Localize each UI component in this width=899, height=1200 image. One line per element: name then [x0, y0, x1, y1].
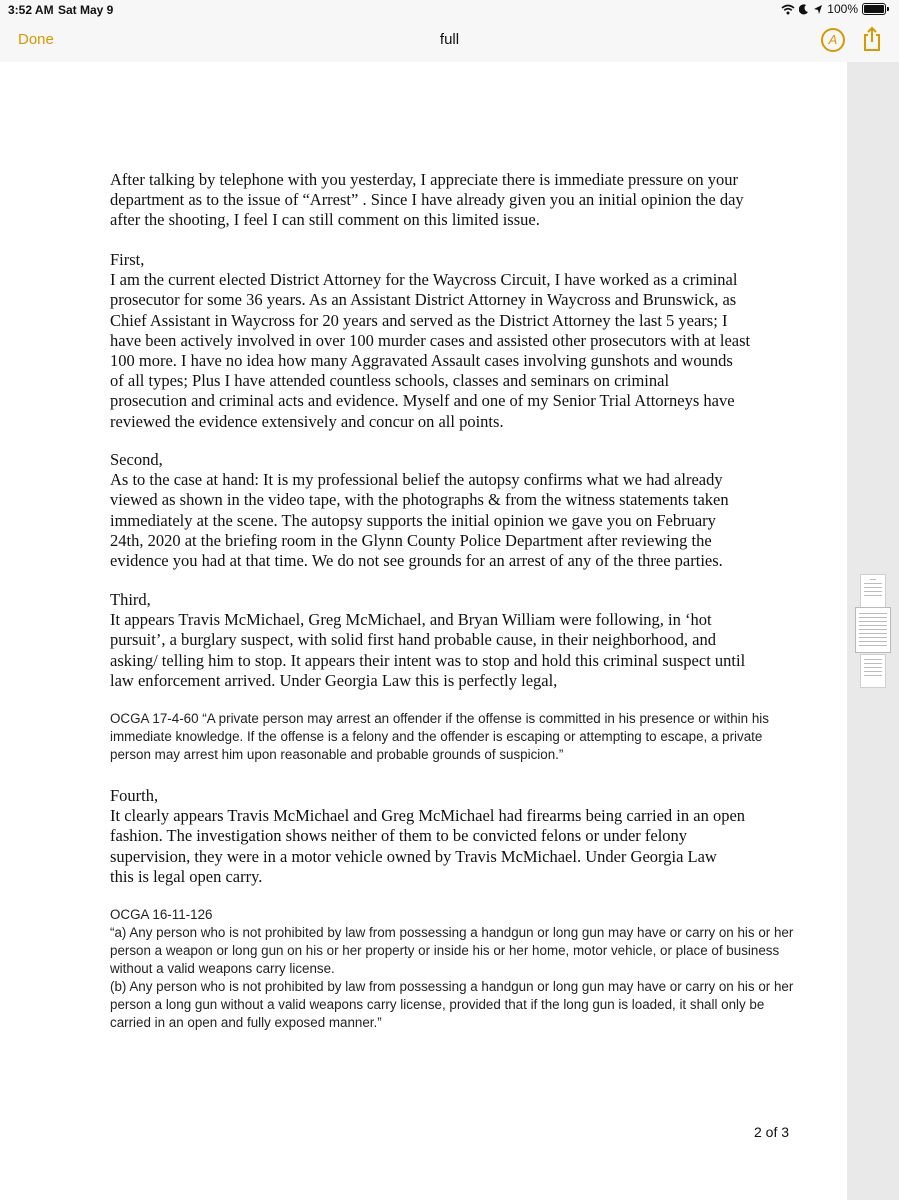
status-date: Sat May 9 [58, 3, 114, 17]
intro-paragraph [110, 170, 790, 231]
text-line: after the shooting, I feel I can still comment on this limited issue. [110, 210, 540, 230]
text-line: 24th, 2020 at the briefing room in the Glynn County Police Department after reviewing the [110, 530, 712, 550]
text-line: supervision, they were in a motor vehicle owned by Travis McMichael. Under Georgia Law [110, 846, 717, 866]
location-icon [813, 4, 823, 15]
text-line: viewed as shown in the video tape, with the photographs & from the witness statements taken [110, 490, 729, 510]
page-thumbnail-2[interactable] [855, 607, 891, 653]
text-line: evidence you had at that time. We do not see grounds for an arrest of any of the three parties. [110, 551, 723, 571]
done-button[interactable]: Done [18, 31, 54, 48]
text-line: immediate knowledge. If the offense is a felony and the offender is escaping or attempting to escape, a private [110, 729, 763, 744]
moon-icon [799, 4, 809, 15]
text-line: After talking by telephone with you yesterday, I appreciate there is immediate pressure on your [110, 170, 739, 189]
first-section [110, 250, 790, 432]
text-line: OCGA 17-4-60 “A private person may arrest an offender if the offense is committed in his presence or within his [110, 711, 769, 726]
text-line: fashion. The investigation shows neither of them to be convicted felons or under felony [110, 826, 688, 846]
nav-bar [0, 20, 899, 63]
section-heading: Third, [110, 590, 151, 609]
section-heading: Second, [110, 450, 163, 469]
text-line: carried in an open and fully exposed manner.” [110, 1015, 382, 1030]
text-line: person a weapon or long gun on his or her property or inside his or her home, motor vehicle, or place of business [110, 943, 780, 958]
text-line: As to the case at hand: It is my professional belief the autopsy confirms what we had already [110, 470, 723, 490]
text-line: of all types; Plus I have attended countless schools, classes and seminars on criminal [110, 371, 670, 391]
statute-quote-16-11-126 [110, 906, 810, 1032]
battery-tip [887, 7, 889, 11]
text-line: (b) Any person who is not prohibited by law from possessing a handgun or long gun may have or carry on his or her [110, 979, 794, 994]
page-thumbnail-3[interactable] [860, 654, 886, 688]
section-heading: Fourth, [110, 786, 159, 805]
text-line: I am the current elected District Attorney for the Waycross Circuit, I have worked as a criminal [110, 270, 738, 290]
section-heading: First, [110, 250, 145, 269]
text-line: immediately at the scene. The autopsy supports the initial opinion we gave you on February [110, 510, 716, 530]
status-time: 3:52 AM [8, 3, 54, 17]
page-number: 2 of 3 [754, 1124, 790, 1140]
battery-icon [862, 3, 886, 15]
text-line: OCGA 16-11-126 [110, 907, 213, 922]
document-title: full [439, 31, 460, 48]
wifi-icon [781, 4, 795, 15]
text-line: asking/ telling him to stop. It appears their intent was to stop and hold this criminal suspect until [110, 650, 746, 670]
document-page[interactable] [0, 62, 847, 1200]
markup-icon[interactable]: A [821, 28, 845, 52]
status-bar [0, 0, 899, 20]
statute-quote-17-4-60 [110, 710, 810, 764]
text-line: have been actively involved in over 100 murder cases and assisted other prosecutors with at least [110, 330, 751, 350]
text-line: It appears Travis McMichael, Greg McMichael, and Bryan William were following, in ‘hot [110, 610, 712, 630]
text-line: department as to the issue of “Arrest” . Since I have already given you an initial opinion the day [110, 190, 744, 210]
text-line: reviewed the evidence extensively and concur on all points. [110, 411, 504, 431]
text-line: person may arrest him upon reasonable and probable grounds of suspicion.” [110, 747, 564, 762]
page-thumbnail-strip[interactable] [847, 62, 899, 1200]
page-thumbnail-1[interactable] [860, 574, 886, 608]
text-line: without a valid weapons carry license. [110, 961, 335, 976]
text-line: “a) Any person who is not prohibited by law from possessing a handgun or long gun may have or carry on his or her [110, 925, 794, 940]
text-line: person a long gun without a valid weapons carry license, provided that if the long gun is loaded, it shall only be [110, 997, 765, 1012]
status-indicators [781, 2, 889, 16]
text-line: It clearly appears Travis McMichael and Greg McMichael had firearms being carried in an open [110, 806, 746, 826]
fourth-section [110, 786, 790, 887]
share-icon[interactable] [862, 26, 882, 52]
text-line: this is legal open carry. [110, 866, 263, 886]
battery-percent: 100% [827, 2, 858, 16]
third-section [110, 590, 790, 691]
text-line: pursuit’, a burglary suspect, with solid first hand probable cause, in their neighborhood, and [110, 630, 716, 650]
text-line: prosecution and criminal acts and evidence. Myself and one of my Senior Trial Attorneys have [110, 391, 735, 411]
second-section [110, 450, 790, 571]
text-line: prosecutor for some 36 years. As an Assistant District Attorney in Waycross and Brunswick, as [110, 290, 737, 310]
text-line: law enforcement arrived. Under Georgia Law this is perfectly legal, [110, 670, 558, 690]
text-line: Chief Assistant in Waycross for 20 years and served as the District Attorney the last 5 years; I [110, 310, 728, 330]
text-line: 100 more. I have no idea how many Aggravated Assault cases involving gunshots and wounds [110, 351, 733, 371]
